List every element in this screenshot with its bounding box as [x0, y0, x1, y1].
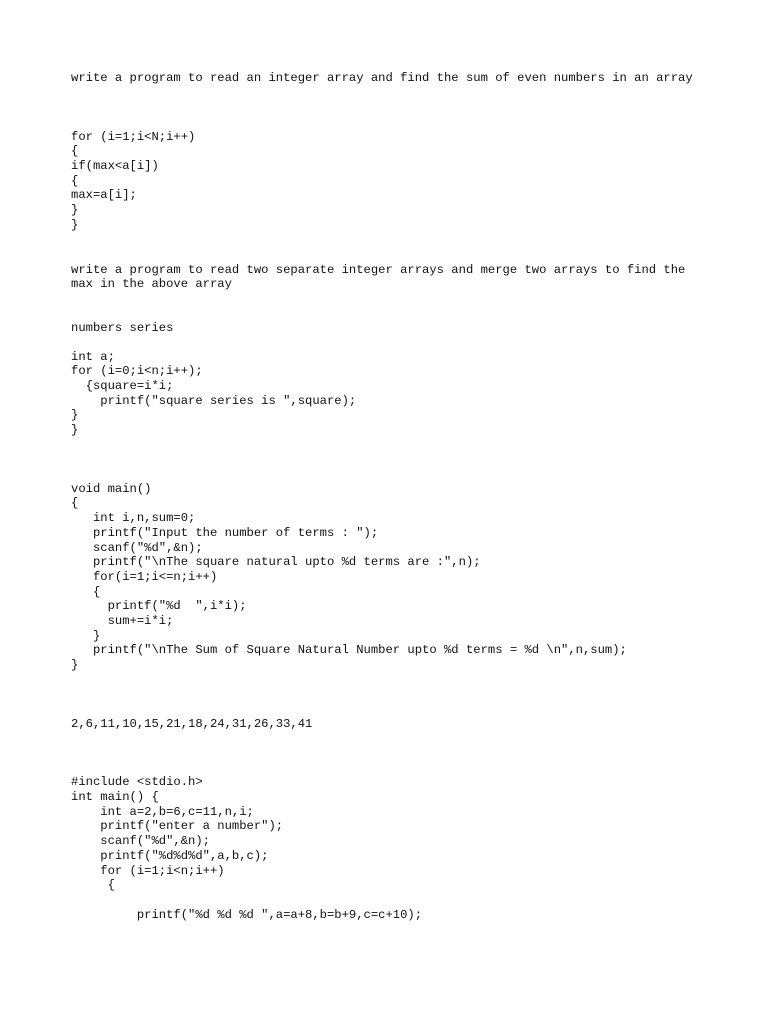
code-line: {square=i*i;	[71, 379, 174, 393]
code-line: {	[71, 584, 101, 599]
code-line: }	[71, 423, 79, 438]
code-line: scanf("%d",&n);	[71, 540, 203, 555]
code-line: for(i=1;i<=n;i++)	[71, 569, 218, 584]
code-line: printf("Input the number of terms : ");	[71, 525, 379, 540]
code-line: {	[71, 496, 79, 511]
code-block-main	[71, 482, 711, 673]
document-page	[71, 71, 711, 922]
code-line	[71, 893, 711, 908]
code-line: }	[71, 658, 79, 672]
code-line: scanf("%d",&n);	[71, 834, 210, 849]
code-line: {	[71, 144, 79, 159]
code-line: int i,n,sum=0;	[71, 511, 196, 526]
code-line: for (i=0;i<n;i++);	[71, 364, 203, 379]
code-line: printf("\nThe square natural upto %d terms are :",n);	[71, 555, 481, 570]
code-line: printf("square series is ",square);	[71, 393, 357, 408]
code-line: {	[71, 173, 79, 188]
code-line: max=a[i];	[71, 188, 137, 203]
code-line: int a;	[71, 349, 115, 364]
code-line: }	[71, 217, 79, 232]
code-line: }	[71, 408, 79, 423]
code-block-max	[71, 130, 711, 233]
code-line: }	[71, 203, 79, 218]
code-line: int main() {	[71, 790, 159, 805]
number-sequence: 2,6,11,10,15,21,18,24,31,26,33,41	[71, 716, 313, 731]
code-line: sum+=i*i;	[71, 613, 174, 628]
code-line: }	[71, 628, 101, 643]
code-line: {	[71, 878, 115, 893]
code-block-series	[71, 350, 711, 438]
question-sum-even: write a program to read an integer array and find the sum of even numbers in an array	[71, 71, 693, 85]
code-line: printf("\nThe Sum of Square Natural Number upto %d terms = %d \n",n,sum);	[71, 643, 627, 658]
code-block-include	[71, 775, 711, 922]
code-line: if(max<a[i])	[71, 159, 159, 174]
code-line: int a=2,b=6,c=11,n,i;	[71, 804, 254, 819]
code-line: printf("%d ",i*i);	[71, 599, 247, 614]
code-line: #include <stdio.h>	[71, 775, 203, 790]
code-line: for (i=1;i<N;i++)	[71, 129, 196, 144]
code-line: printf("%d %d %d ",a=a+8,b=b+9,c=c+10);	[71, 907, 423, 922]
code-line: printf("enter a number");	[71, 819, 284, 834]
code-line: void main()	[71, 481, 152, 496]
code-line: for (i=1;i<n;i++)	[71, 863, 225, 878]
question-merge-arrays: write a program to read two separate integer arrays and merge two arrays to find the max in the above array	[71, 262, 693, 292]
heading-numbers-series: numbers series	[71, 320, 174, 335]
code-line: printf("%d%d%d",a,b,c);	[71, 848, 269, 863]
